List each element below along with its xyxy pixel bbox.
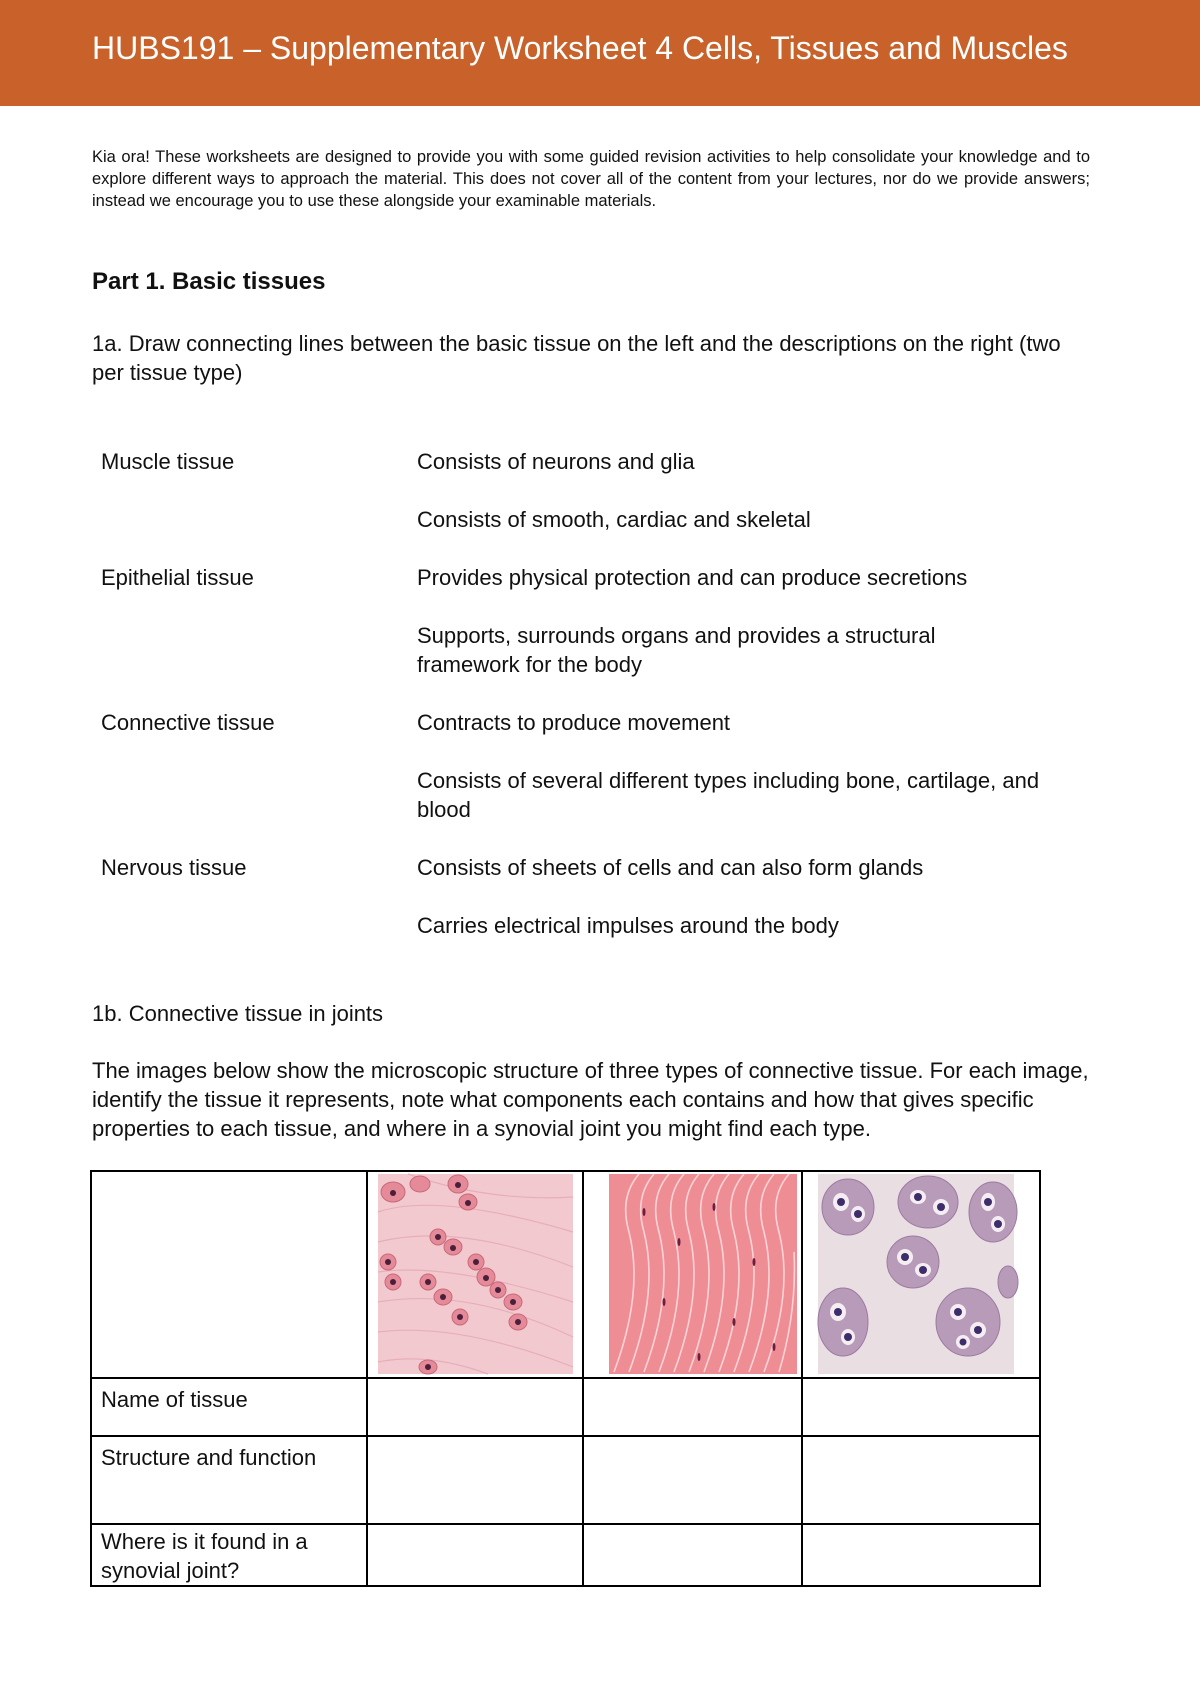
answer-cell[interactable] (802, 1524, 1040, 1586)
dense-regular-connective-tissue-micrograph (584, 1172, 800, 1377)
tissue-label-muscle: Muscle tissue (101, 449, 235, 474)
description-item: Contracts to produce movement (417, 710, 731, 735)
answer-cell[interactable] (802, 1378, 1040, 1436)
description-item: Consists of neurons and glia (417, 449, 695, 474)
question-1b-text: The images below show the microscopic structure of three types of connective tissue. For each image, identify the tissue it represents, note what components each contains and how that gives specific properties to each tissue, and where in a synovial joint you might find each type. (92, 1058, 1089, 1141)
answer-cell[interactable] (367, 1436, 583, 1524)
description-item: Supports, surrounds organs and provides a structural framework for the body (417, 623, 936, 677)
description-item: Carries electrical impulses around the body (417, 913, 839, 938)
image-cell-1 (367, 1171, 583, 1378)
answer-cell[interactable] (583, 1378, 802, 1436)
answer-cell[interactable] (802, 1436, 1040, 1524)
answer-cell[interactable] (367, 1524, 583, 1586)
tissue-label-connective: Connective tissue (101, 710, 275, 735)
fibrocartilage-micrograph (368, 1172, 580, 1377)
answer-cell[interactable] (583, 1524, 802, 1586)
header-bar (0, 0, 1200, 106)
question-1a: 1a. Draw connecting lines between the basic tissue on the left and the descriptions on the right (two per tissue type) (92, 331, 1061, 385)
table-corner-cell (91, 1171, 367, 1378)
row-label-structure-and-function: Structure and function (91, 1436, 367, 1524)
description-item: Consists of smooth, cardiac and skeletal (417, 507, 811, 532)
connective-tissue-table (90, 1170, 1041, 1587)
description-item: Provides physical protection and can produce secretions (417, 565, 968, 590)
part1-heading: Part 1. Basic tissues (92, 268, 326, 295)
image-cell-2 (583, 1171, 802, 1378)
tissue-label-epithelial: Epithelial tissue (101, 565, 254, 590)
intro-paragraph: Kia ora! These worksheets are designed to provide you with some guided revision activities to help consolidate your knowledge and to explore different ways to approach the material. This does not cover all of the content from your lectures, nor do we provide answers; instead we encourage you to use these alongside your examinable materials. (92, 148, 1090, 210)
tissue-label-nervous: Nervous tissue (101, 855, 247, 880)
hyaline-cartilage-micrograph (803, 1172, 1039, 1377)
image-cell-3 (802, 1171, 1040, 1378)
answer-cell[interactable] (583, 1436, 802, 1524)
question-1b: 1b. Connective tissue in joints (92, 1001, 384, 1026)
row-label-synovial-joint-location: Where is it found in a synovial joint? (91, 1524, 367, 1586)
answer-cell[interactable] (367, 1378, 583, 1436)
description-item: Consists of sheets of cells and can also form glands (417, 855, 924, 880)
row-label-name-of-tissue: Name of tissue (91, 1378, 367, 1436)
page-title: HUBS191 – Supplementary Worksheet 4 Cells, Tissues and Muscles (92, 30, 1068, 66)
description-item: Consists of several different types including bone, cartilage, and blood (417, 768, 1040, 822)
